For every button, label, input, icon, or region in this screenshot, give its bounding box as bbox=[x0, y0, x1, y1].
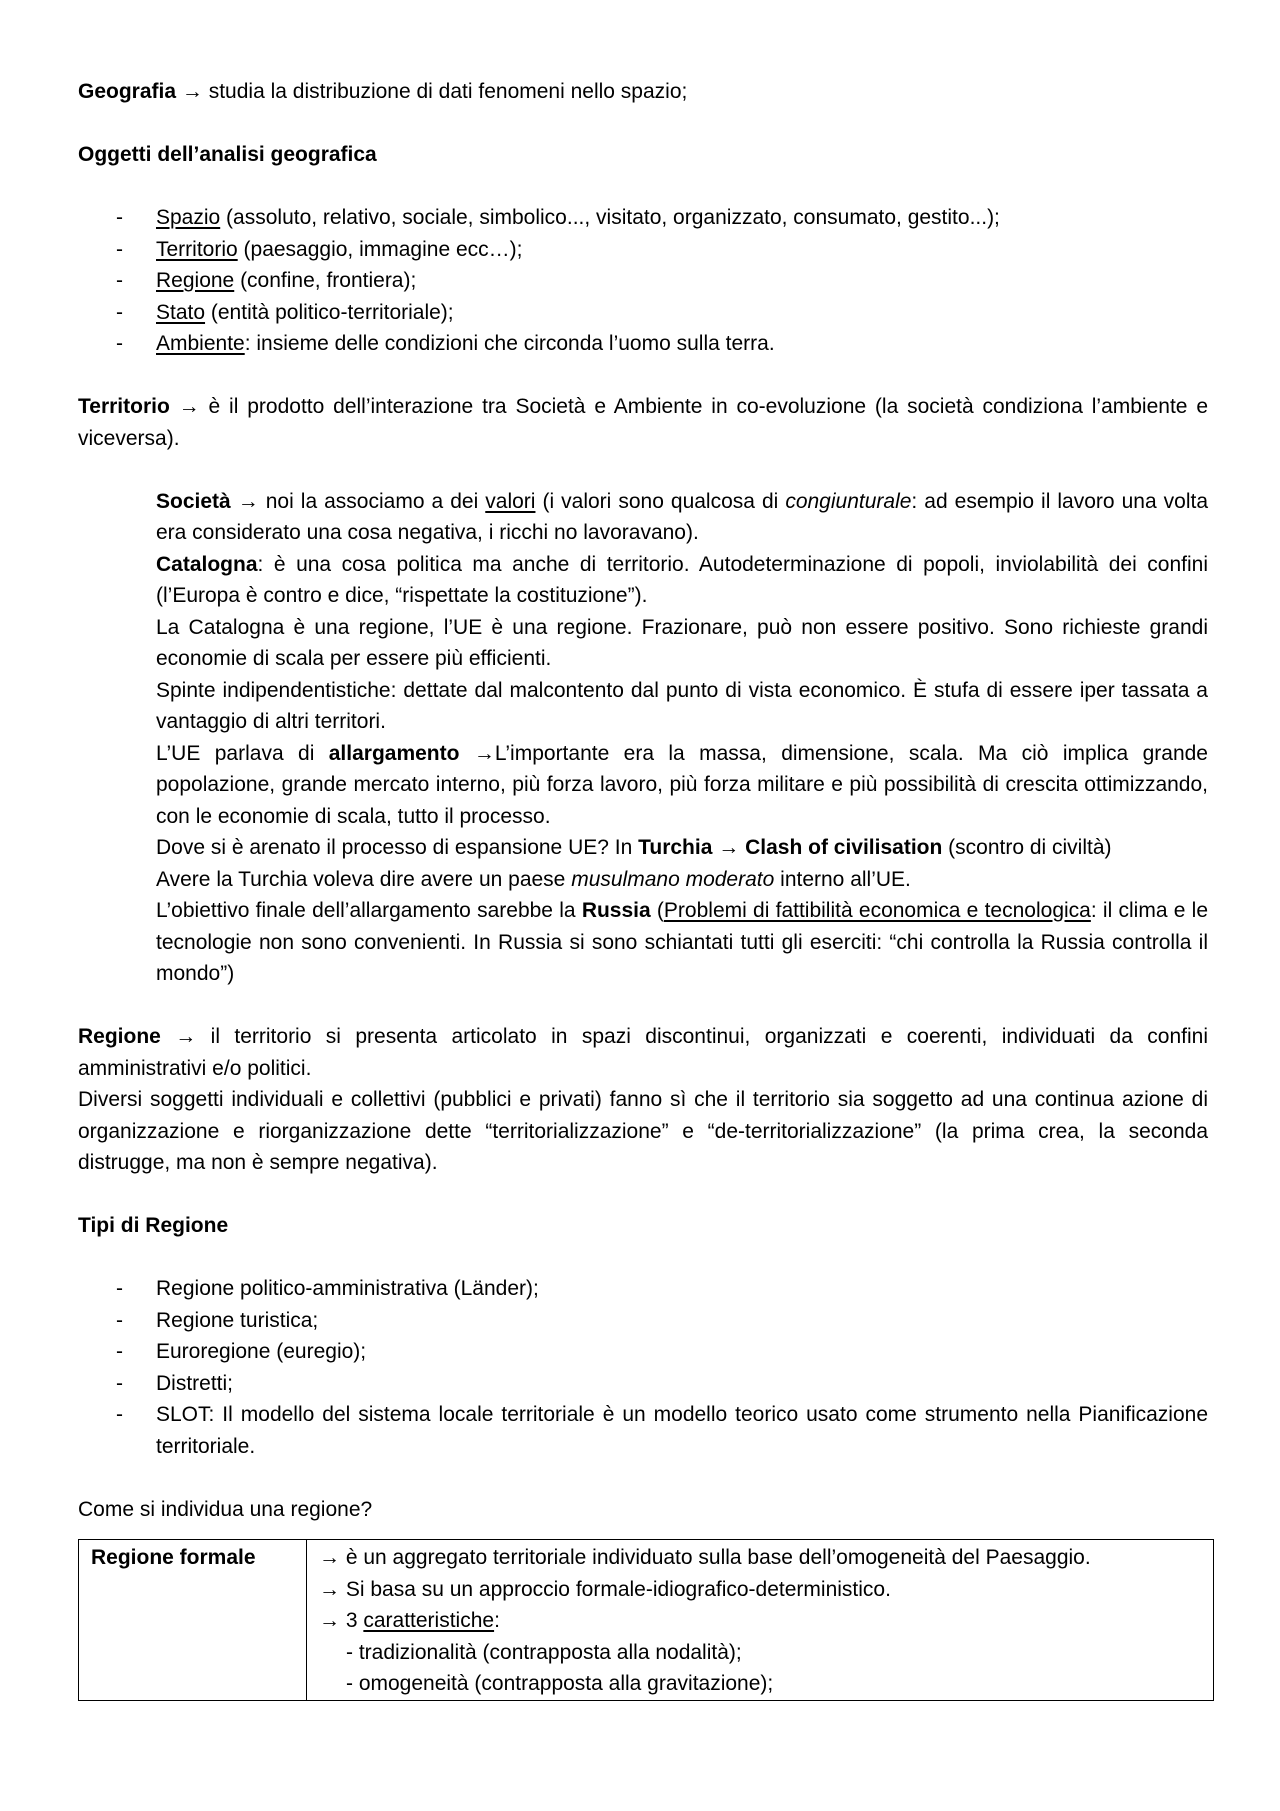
arrow-icon: → bbox=[175, 1025, 197, 1048]
list-item: - Distretti; bbox=[116, 1371, 234, 1395]
list-item: - Stato (entità politico-territoriale); bbox=[116, 300, 454, 324]
arrow-icon: → bbox=[473, 741, 495, 765]
geografia-definition: Geografia → studia la distribuzione di dati fenomeni nello spazio; bbox=[78, 76, 1208, 108]
list-item: - Euroregione (euregio); bbox=[116, 1340, 367, 1363]
table-cell-content: → è un aggregato territoriale individuato sulla base dell’omogeneità del Paesaggio. → Si basa su un approccio formale-idiografico-deterministico. → 3 caratteristiche: - tradizionalità (contrapposta alla nodalità); - omogeneità (contrapposta alla gravitazione); bbox=[307, 1540, 1214, 1701]
societa-section: Società → noi la associamo a dei valori (i valori sono qualcosa di congiunturale: ad esempio il lavoro una volta era considerato una cosa negativa, i ricchi no lavoravano). Catalogna: è una cosa politica ma anche di territorio. Autodeterminazione di popoli, inviolabilità dei confini (l’Europa è contro e dice, “rispettate la costituzione”). La Catalogna è una regione, l’UE è una regione. Frazionare, può non essere positivo. Sono richieste grandi economie di scala per essere più efficienti. Spinte indipendentistiche: dettate dal malcontento dal punto di vista economico. È stufa di essere iper tassata a vantaggio di altri territori. L’UE parlava di allargamento →L’importante era la massa, dimensione, scala. Ma ciò implica grande popolazione, grande mercato interno, più forza lavoro, più forza militare e più possibilità di crescita ottimizzando, con le economie di scala, tutto il processo. Dove si è arenato il processo di espansione UE? In Turchia → Clash of civilisation (scontro di civiltà) Avere la Turchia voleva dire avere un paese musulmano moderato interno all’UE. L’obiettivo finale dell’allargamento sarebbe la Russia (Problemi di fattibilità economica e tecnologica: il clima e le tecnologie non sono convenienti. In Russia si sono schiantati tutti gli eserciti: “chi controlla la Russia controlla il mondo”) bbox=[78, 486, 1208, 990]
list-item: - Ambiente: insieme delle condizioni che circonda l’uomo sulla terra. bbox=[116, 332, 775, 355]
document-page bbox=[78, 76, 1208, 1701]
oggetti-list bbox=[78, 202, 1208, 360]
list-item: - Spazio (assoluto, relativo, sociale, simbolico..., visitato, organizzato, consumato, gestito...); bbox=[116, 206, 1000, 229]
arrow-icon: → bbox=[319, 1577, 340, 1601]
oggetti-heading: Oggetti dell’analisi geografica bbox=[78, 143, 377, 166]
arrow-icon: → bbox=[181, 80, 203, 103]
table-row bbox=[79, 1540, 1214, 1701]
regione-definition: Regione → il territorio si presenta articolato in spazi discontinui, organizzati e coerenti, individuati da confini amministrativi e/o politici. bbox=[78, 1021, 1208, 1084]
tipi-list bbox=[78, 1273, 1208, 1462]
territorio-definition: Territorio → è il prodotto dell’interazione tra Società e Ambiente in co-evoluzione (la società condiziona l’ambiente e viceversa). bbox=[78, 391, 1208, 454]
regione-table bbox=[78, 1539, 1214, 1701]
arrow-icon: → bbox=[237, 489, 259, 513]
arrow-icon: → bbox=[178, 395, 200, 418]
arrow-icon: → bbox=[718, 836, 740, 859]
list-item: - Territorio (paesaggio, immagine ecc…); bbox=[116, 237, 523, 261]
geografia-term: Geografia bbox=[78, 80, 177, 103]
regione-paragraph: Diversi soggetti individuali e collettivi (pubblici e privati) fanno sì che il territorio sia soggetto ad una continua azione di organizzazione e riorganizzazione dette “territorializzazione” e “de-territorializzazione” (la prima crea, la seconda distrugge, ma non è sempre negativa). bbox=[78, 1088, 1208, 1174]
arrow-icon: → bbox=[319, 1609, 340, 1632]
list-item: - Regione politico-amministrativa (Länder); bbox=[116, 1277, 539, 1300]
arrow-icon: → bbox=[319, 1546, 340, 1569]
list-item: - SLOT: Il modello del sistema locale territoriale è un modello teorico usato come strumento nella Pianificazione territoriale. bbox=[116, 1403, 1208, 1458]
tipi-heading: Tipi di Regione bbox=[78, 1214, 229, 1237]
list-item: - Regione turistica; bbox=[116, 1308, 319, 1332]
table-cell-label: Regione formale bbox=[79, 1540, 307, 1701]
list-item: - Regione (confine, frontiera); bbox=[116, 269, 417, 292]
question-text: Come si individua una regione? bbox=[78, 1497, 373, 1521]
